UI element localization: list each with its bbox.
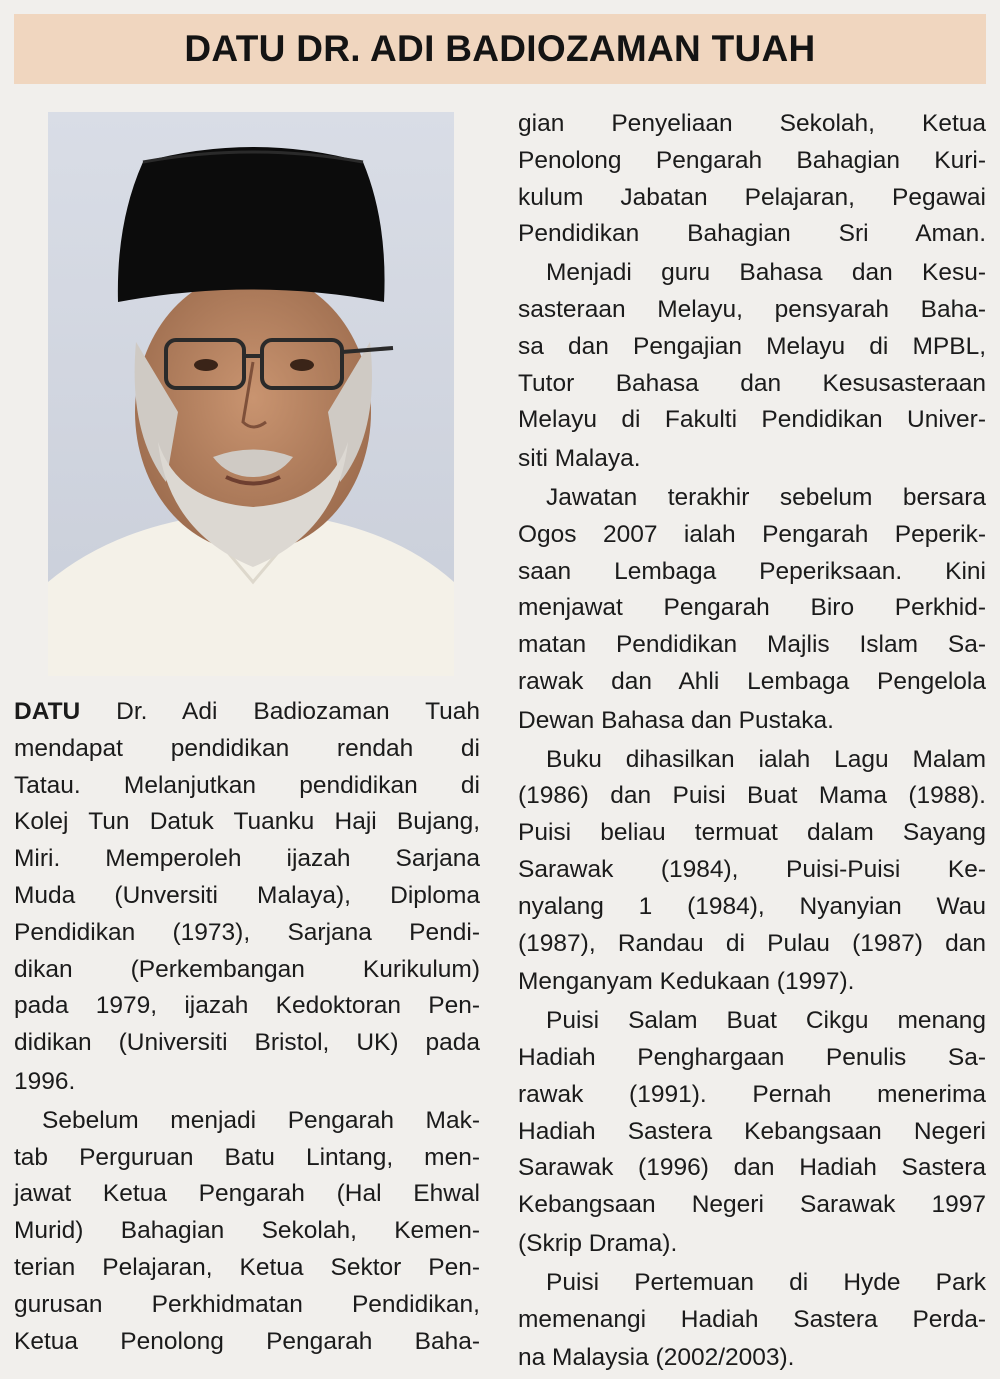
bio-paragraph-1: DATU Dr. Adi Badiozaman Tuah mendapat pendidikan rendah di Tatau. Melanjutkan pendidikan di Kolej Tun Datuk Tuanku Haji Bujang, Miri. Memperoleh ijazah Sarjana Muda (Unversiti Malaya), Diploma Pendidikan (1973), Sarjana Pendi- dikan (Perkembangan Kurikulum) pada 1979, ijazah Kedoktoran Pen- didikan (Universiti Bristol, UK) pada	[14, 698, 480, 1057]
portrait-photo	[48, 112, 454, 676]
title-banner	[14, 14, 986, 84]
bio-paragraph-5: Jawatan terakhir sebelum bersara Ogos 2007 ialah Pengarah Peperik- saan Lembaga Peperiksaan. Kini menjawat Pengarah Biro Perkhid- matan Pendidikan Majlis Islam Sa- rawak dan Ahli Lembaga Pengelola	[518, 483, 986, 695]
bio-paragraph-8: Puisi Pertemuan di Hyde Park memenangi Hadiah Sastera Perda-	[518, 1268, 986, 1333]
bio-paragraph-6-end: Menganyam Kedukaan (1997).	[518, 968, 855, 996]
bio-paragraph-3: gian Penyeliaan Sekolah, Ketua Penolong Pengarah Bahagian Kuri- kulum Jabatan Pelajaran, Pegawai Pendidikan Bahagian Sri Aman.	[518, 110, 986, 248]
bio-paragraph-8-end: na Malaysia (2002/2003).	[518, 1344, 795, 1372]
left-column	[14, 694, 480, 1362]
bio-paragraph-4: Menjadi guru Bahasa dan Kesu- sasteraan Melayu, pensyarah Baha- sa dan Pengajian Melayu di MPBL, Tutor Bahasa dan Kesusasteraan Melayu di Fakulti Pendidikan Univer-	[518, 259, 986, 434]
lead-word: DATU	[14, 698, 81, 725]
right-column	[518, 106, 986, 1379]
bio-paragraph-1-end: 1996.	[14, 1067, 76, 1095]
bio-paragraph-5-end: Dewan Bahasa dan Pustaka.	[518, 706, 834, 734]
portrait-image	[48, 112, 454, 676]
article-title: DATU DR. ADI BADIOZAMAN TUAH	[184, 28, 816, 69]
bio-paragraph-7: Puisi Salam Buat Cikgu menang Hadiah Penghargaan Penulis Sa- rawak (1991). Pernah menerima Hadiah Sastera Kebangsaan Negeri Sarawak (1996) dan Hadiah Sastera Kebangsaan Negeri Sarawak 1997	[518, 1007, 986, 1219]
bio-paragraph-7-end: (Skrip Drama).	[518, 1229, 678, 1257]
bio-paragraph-2: Sebelum menjadi Pengarah Mak- tab Perguruan Batu Lintang, men- jawat Ketua Pengarah (Hal Ehwal Murid) Bahagian Sekolah, Kemen- terian Pelajaran, Ketua Sektor Pen- gurusan Perkhidmatan Pendidikan, Ketua Penolong Pengarah Baha-	[14, 1106, 480, 1355]
bio-paragraph-4-end: siti Malaya.	[518, 445, 641, 473]
bio-paragraph-6: Buku dihasilkan ialah Lagu Malam (1986) dan Puisi Buat Mama (1988). Puisi beliau termuat dalam Sayang Sarawak (1984), Puisi-Puisi Ke- nyalang 1 (1984), Nyanyian Wau (1987), Randau di Pulau (1987) dan	[518, 745, 986, 957]
